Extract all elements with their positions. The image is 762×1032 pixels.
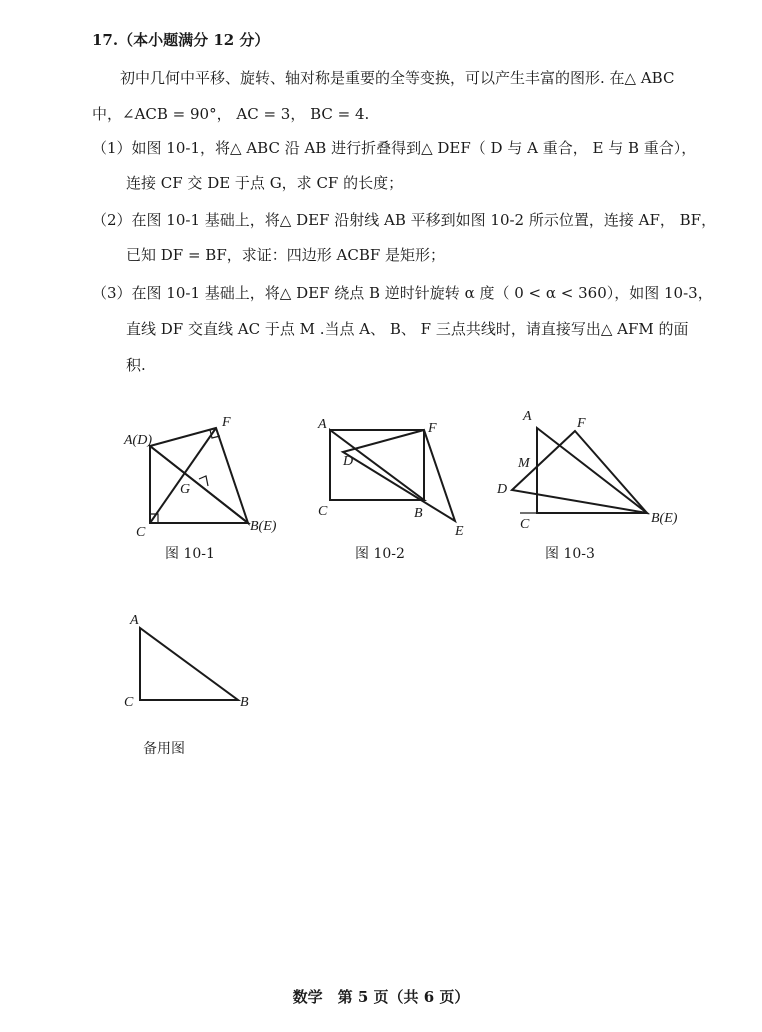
label-a: A — [318, 417, 327, 432]
label-d: D — [497, 482, 508, 497]
figure-10-2 — [330, 430, 455, 521]
label-b: B — [240, 695, 249, 710]
label-f: F — [222, 415, 231, 430]
part1-line-2: 连接 CF 交 DE 于点 G，求 CF 的长度； — [126, 174, 404, 192]
triangle-acb — [140, 628, 238, 700]
figure-spare — [140, 628, 238, 700]
question-intro-line-1: 初中几何中平移、旋转、轴对称是重要的全等变换，可以产生丰富的图形. 在△ ABC — [120, 69, 675, 87]
label-c: C — [318, 504, 328, 519]
label-g: G — [180, 482, 191, 497]
label-a-d: A(D) — [124, 433, 152, 448]
figure-10-3 — [512, 428, 647, 513]
label-b-e: B(E) — [651, 511, 678, 526]
page-footer: 数学 第 5 页（共 6 页） — [292, 988, 470, 1006]
caption-spare-figure: 备用图 — [143, 741, 185, 757]
label-b-e: B(E) — [250, 519, 277, 534]
label-c: C — [136, 525, 146, 540]
part3-line-1: （3）在图 10-1 基础上，将△ DEF 绕点 B 逆时针旋转 α 度（ 0 < α < 360），如图 10-3， — [92, 284, 713, 302]
question-header: 17.（本小题满分 12 分） — [92, 31, 270, 49]
label-f: F — [428, 421, 437, 436]
part3-line-3: 积. — [126, 356, 146, 374]
caption-figure-10-3: 图 10-3 — [545, 546, 595, 562]
label-a: A — [523, 409, 532, 424]
label-a: A — [130, 613, 139, 628]
label-e: E — [455, 524, 464, 539]
label-d: D — [343, 454, 354, 469]
label-m: M — [518, 456, 530, 471]
part2-line-1: （2）在图 10-1 基础上，将△ DEF 沿射线 AB 平移到如图 10-2 所示位置，连接 AF， BF， — [92, 211, 717, 229]
part3-line-2: 直线 DF 交直线 AC 于点 M .当点 A、 B、 F 三点共线时，请直接写出△ AFM 的面 — [126, 320, 689, 338]
triangle-def — [512, 431, 647, 513]
label-c: C — [520, 517, 530, 532]
label-b: B — [414, 506, 423, 521]
part2-line-2: 已知 DF = BF，求证：四边形 ACBF 是矩形； — [126, 246, 446, 264]
label-f: F — [577, 416, 586, 431]
question-intro-line-2: 中，∠ACB = 90°， AC = 3， BC = 4. — [92, 105, 370, 123]
triangle-def — [343, 430, 455, 521]
caption-figure-10-2: 图 10-2 — [355, 546, 405, 562]
part1-line-1: （1）如图 10-1，将△ ABC 沿 AB 进行折叠得到△ DEF（ D 与 A 重合， E 与 B 重合）， — [92, 139, 697, 157]
figure-10-1 — [150, 428, 248, 523]
label-c: C — [124, 695, 134, 710]
line-af — [537, 428, 647, 513]
caption-figure-10-1: 图 10-1 — [165, 546, 215, 562]
triangle-def — [150, 428, 248, 523]
